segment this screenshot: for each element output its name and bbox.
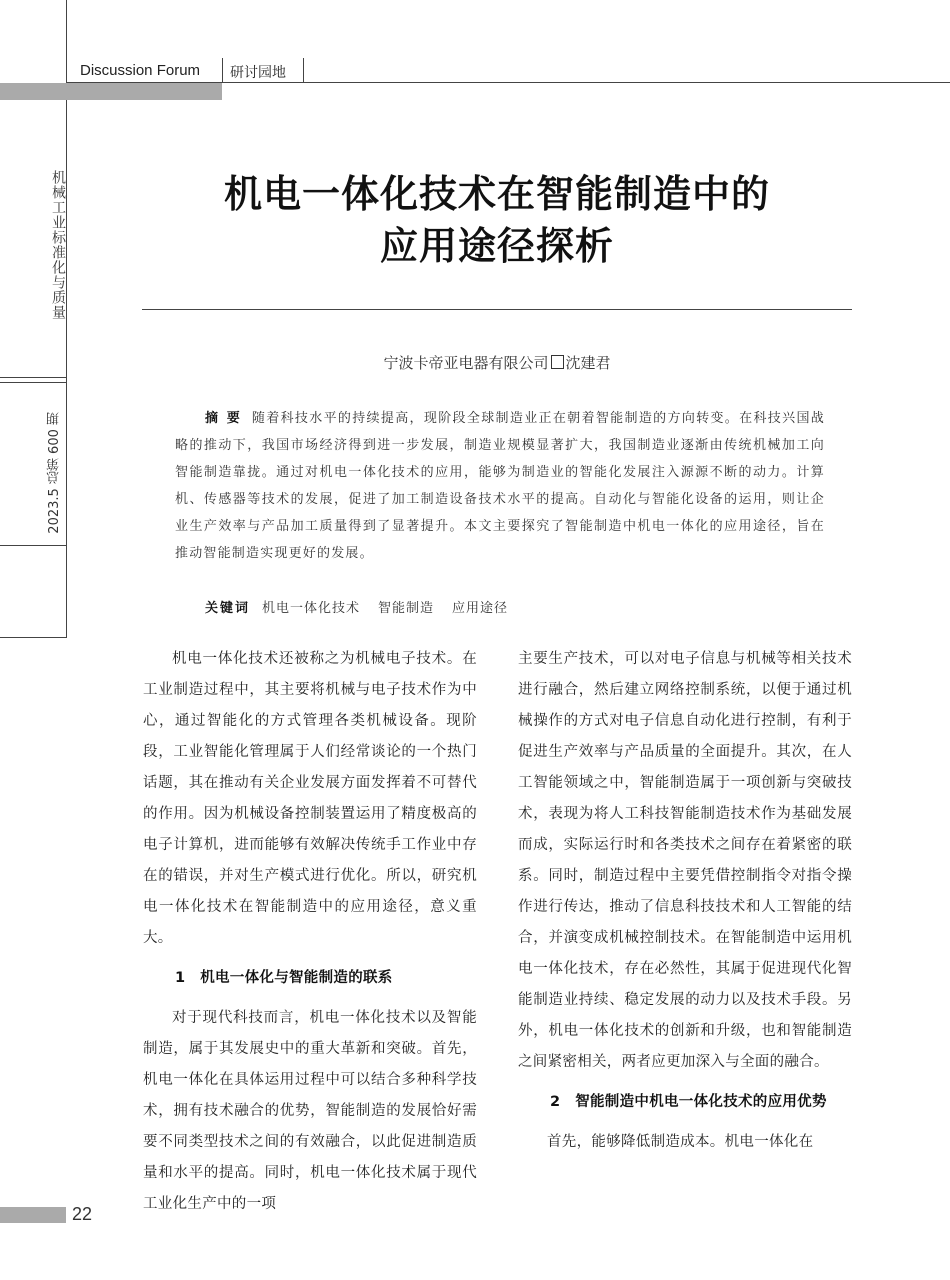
issue-info: 2023.5 总第 600 期 — [47, 412, 62, 534]
sidebar-rule — [0, 637, 66, 638]
header-separator — [222, 58, 223, 82]
author-organization: 宁波卡帝亚电器有限公司 — [383, 354, 549, 372]
keywords-label: 关键词 — [205, 601, 251, 616]
paragraph-continued: 主要生产技术，可以对电子信息与机械等相关技术进行融合，然后建立网络控制系统，以便于通过机械操作的方式对电子信息自动化进行控制，有利于促进生产效率与产品质量的全面提升。其次，在人工智能领域之中，智能制造属于一项创新与突破技术，表现为将人工科技智能制造技术作为基础发展而成，实际运行时和各类技术之间存在着紧密的联系。同时，制造过程中主要凭借控制指令对指令操作进行传达，推动了信息科技技术和人工智能的结合，并演变成机械控制技术。在智能制造中运用机电一体化技术，存在必然性，其属于促进现代化智能制造业持续、稳定发展的动力以及技术手段。另外，机电一体化技术的创新和升级，也和智能制造之间紧密相关，两者应更加深入与全面的融合。 — [518, 651, 852, 1070]
body-column-left — [143, 644, 477, 1220]
sidebar-rule — [0, 382, 66, 383]
header-gray-bar — [0, 83, 222, 100]
sidebar-rule — [0, 545, 66, 546]
keywords — [205, 597, 526, 616]
keyword: 应用途径 — [452, 601, 509, 616]
journal-name: 机械工业标准化与质量 — [50, 170, 66, 320]
keyword: 智能制造 — [378, 601, 435, 616]
section-name-cn: 研讨园地 — [230, 65, 286, 81]
separator-box — [551, 355, 564, 369]
paragraph: 对于现代科技而言，机电一体化技术以及智能制造，属于其发展史中的重大革新和突破。首先，机电一体化在具体运用过程中可以结合多种科学技术，拥有技术融合的优势，智能制造的发展恰好需要不同类型技术之间的有效融合，以此促进制造质量和水平的提高。同时，机电一体化技术属于现代工业化生产中的一项 — [143, 1010, 477, 1212]
paragraph-intro: 机电一体化技术还被称之为机械电子技术。在工业制造过程中，其主要将机械与电子技术作为中心，通过智能化的方式管理各类机械设备。现阶段，工业智能化管理属于人们经常谈论的一个热门话题，其在推动有关企业发展方面发挥着不可替代的作用。因为机械设备控制装置运用了精度极高的电子计算机，进而能够有效解决传统手工作业中存在的错误，并对生产模式进行优化。所以，研究机电一体化技术在智能制造中的应用途径，意义重大。 — [143, 651, 477, 946]
sidebar-rule — [0, 377, 66, 378]
paragraph: 首先，能够降低制造成本。机电一体化在 — [547, 1134, 814, 1150]
section-heading-2: 2 智能制造中机电一体化技术的应用优势 — [550, 1094, 827, 1110]
page-number: 22 — [72, 1204, 93, 1224]
title-line-1: 机电一体化技术在智能制造中的 — [223, 172, 770, 216]
abstract-label: 摘 要 — [205, 411, 242, 426]
byline — [142, 352, 852, 373]
section-name-en: Discussion Forum — [80, 62, 201, 79]
article-title — [142, 168, 852, 272]
author-name: 沈建君 — [565, 354, 611, 372]
footer-gray-bar — [0, 1207, 66, 1223]
title-rule — [142, 309, 852, 310]
abstract — [175, 405, 825, 567]
title-line-2: 应用途径探析 — [379, 224, 614, 268]
header-separator — [303, 58, 304, 82]
body-column-right — [518, 644, 852, 1158]
section-heading-1: 1 机电一体化与智能制造的联系 — [175, 970, 393, 986]
keyword: 机电一体化技术 — [262, 601, 361, 616]
abstract-text: 随着科技水平的持续提高，现阶段全球制造业正在朝着智能制造的方向转变。在科技兴国战略的推动下，我国市场经济得到进一步发展，制造业规模显著扩大，我国制造业逐渐由传统机械加工向智能制造靠拢。通过对机电一体化技术的应用，能够为制造业的智能化发展注入源源不断的动力。计算机、传感器等技术的发展，促进了加工制造设备技术水平的提高。自动化与智能化设备的运用，则让企业生产效率与产品加工质量得到了显著提升。本文主要探究了智能制造中机电一体化的应用途径，旨在推动智能制造实现更好的发展。 — [175, 411, 825, 561]
